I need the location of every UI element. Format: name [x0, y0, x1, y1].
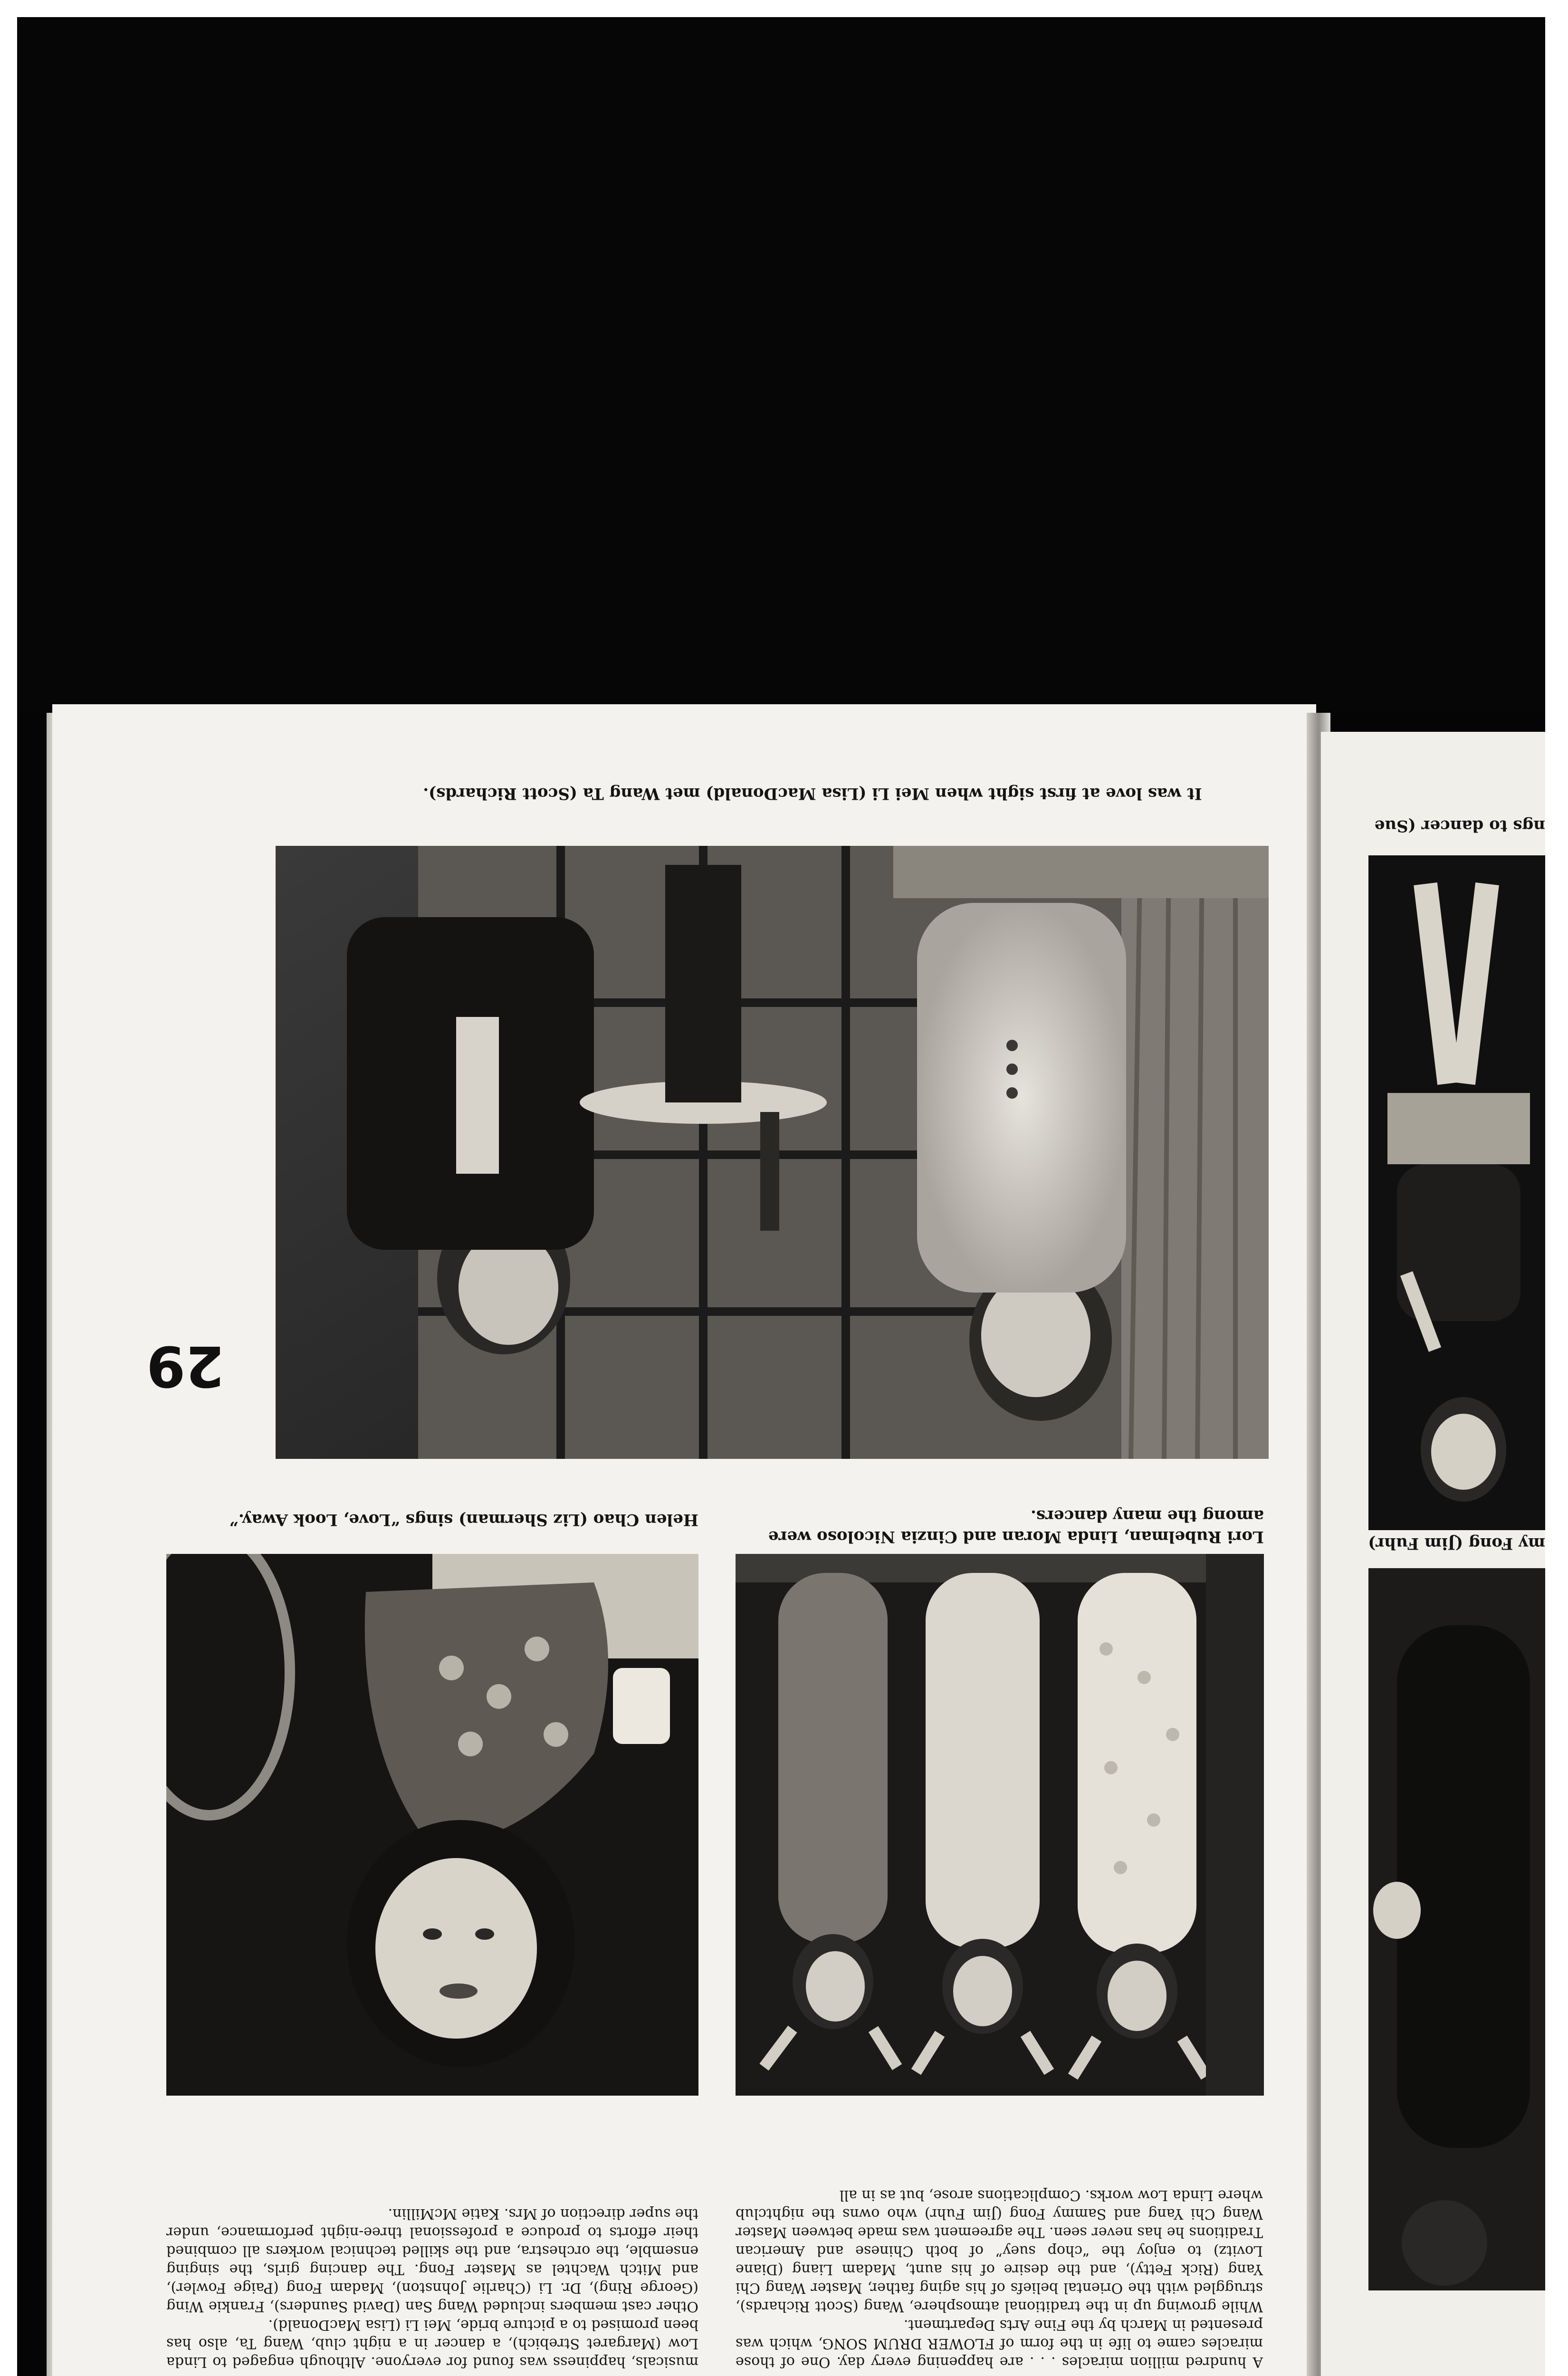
facing-page-photo-bottom: [1368, 1568, 1545, 2290]
article-column-1: [736, 2124, 1263, 2371]
page-number: 29: [146, 1333, 225, 1399]
photo-performer-icon: [1368, 1568, 1545, 2290]
facing-page-photo-top: [1368, 855, 1545, 1530]
article-paragraph: While growing up in the traditional atmosphere, Wang (Scott Richards), struggled with the Oriental beliefs of his aging father, Master Wang Chi Yang (Rick Fetty), and the desire of his aunt, Madam Liang (Diane Lovitz) to enjoy the “chop suey” of both Chinese and American Traditions he has never seen. The agreement was made between Master Wang Chi Yang and Sammy Fong (Jim Fuhr) who owns the nightclub where Linda Low works. Complications arose, but as in all: [736, 2187, 1263, 2315]
article-column-2: [166, 2124, 698, 2371]
facing-page-caption-mid: my Fong (Jim Fuhr): [1368, 1534, 1545, 1553]
article-paragraph: Other cast members included Wang San (David Saunders), Frankie Wing (George Ring), Dr. Li (Charlie Johnston), Madam Fong (Paige Fowler), and Mitch Wachtel as Master Fong. The dancing girls, the singing ensemble, the orchestra, and the skilled technical workers all combined their efforts to produce a professional three-night performance, under the super direction of Mrs. Katie McMillin.: [166, 2205, 698, 2315]
article-paragraph: musicals, happiness was found for everyone. Although engaged to Linda Low (Margaret Strebich), a dancer in a night club, Wang Ta, also has been promised to a picture bride, Mei Li (Lisa MacDonald).: [166, 2317, 698, 2370]
main-photo-caption: It was love at first sight when Mei Li (Lisa MacDonald) met Wang Ta (Scott Richards).: [423, 784, 1202, 803]
article-paragraph: A hundred million miracles . . . are happening every day. One of those miracles came to life in the form of FLOWER DRUM SONG, which was presented in March by the Fine Arts Department.: [736, 2317, 1263, 2370]
scan-background-top: [17, 17, 1545, 721]
dancers-photo: [736, 1554, 1264, 2096]
photo-dancer-kicking-icon: [1368, 855, 1545, 1530]
photo-singer-icon: [166, 1554, 698, 2096]
helen-photo: [166, 1554, 698, 2096]
photo-three-dancers-icon: [736, 1554, 1264, 2096]
photo-couple-at-table-icon: [276, 846, 1269, 1459]
facing-page-caption-top: ngs to dancer (Sue: [1374, 816, 1545, 835]
dancers-photo-caption: Lori Rubelman, Linda Moran and Cinzia Nicoloso were among the many dancers.: [768, 1506, 1264, 1546]
helen-photo-caption: Helen Chao (Liz Sherman) sings “Love, Look Away.”: [229, 1510, 698, 1529]
main-photo: [276, 846, 1269, 1459]
